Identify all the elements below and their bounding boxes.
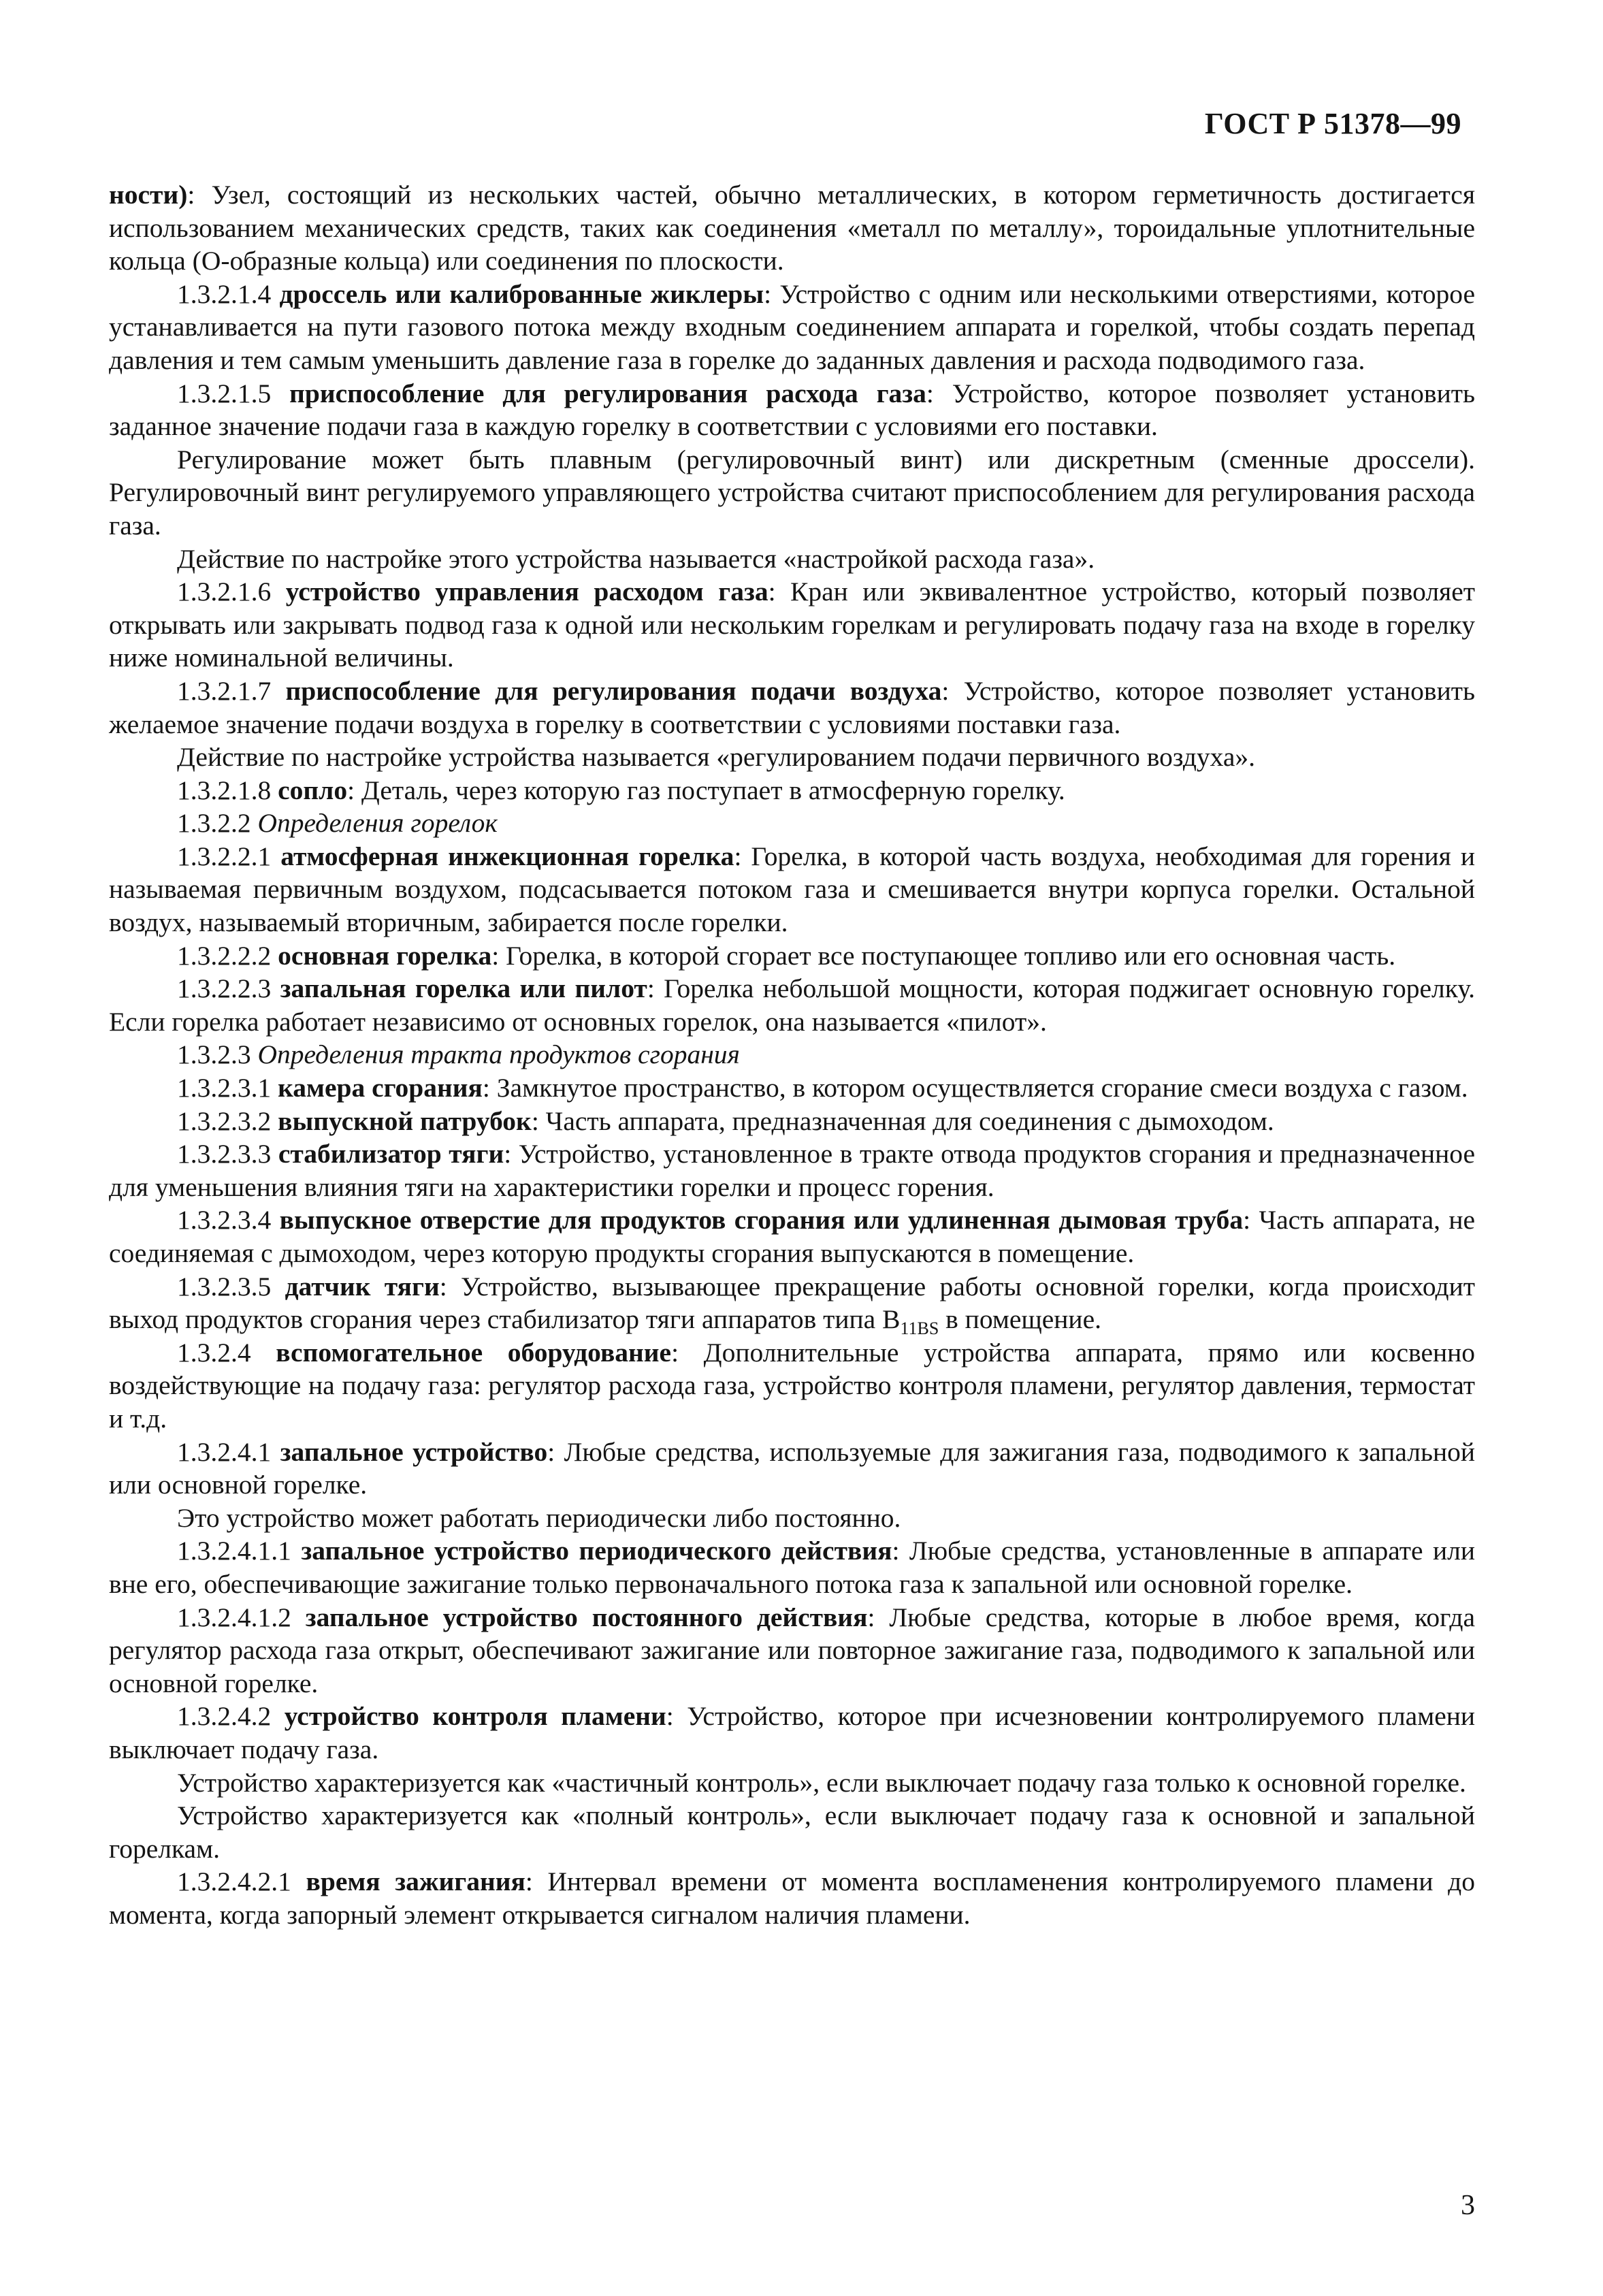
definition-paragraph [109, 1105, 1475, 1138]
term: выпускной патрубок [278, 1105, 532, 1136]
term: вспомогательное оборудование [276, 1337, 672, 1368]
page-number: 3 [1461, 2190, 1475, 2221]
definition-paragraph [109, 278, 1475, 377]
clause-number: 1.3.2.3.2 [177, 1105, 272, 1136]
clause-number: 1.3.2.4 [177, 1337, 251, 1368]
clause-number: 1.3.2.1.5 [177, 378, 272, 408]
definition-paragraph [109, 1203, 1475, 1270]
clause-number: 1.3.2.4.1 [177, 1436, 272, 1467]
term: выпускное отверстие для продуктов сгорания или удлиненная дымовая труба [279, 1205, 1244, 1235]
clause-number: 1.3.2.2.2 [177, 940, 272, 971]
definition-paragraph [109, 575, 1475, 675]
clause-number: 1.3.2.4.1.1 [177, 1536, 291, 1566]
note-paragraph [109, 1502, 1475, 1535]
paragraph-text: Действие по настройке устройства называется «регулированием подачи первичного воздуха». [177, 742, 1256, 773]
term: запальное устройство [280, 1436, 548, 1467]
definition-paragraph [109, 972, 1475, 1038]
definition-text: : Замкнутое пространство, в котором осуществляется сгорание смеси воздуха с газом. [482, 1073, 1468, 1103]
term: сопло [278, 775, 348, 805]
note-paragraph [109, 1766, 1475, 1800]
term: камера сгорания [278, 1073, 483, 1103]
paragraph-text: Это устройство может работать периодически либо постоянно. [177, 1502, 901, 1533]
clause-number: 1.3.2.1.6 [177, 577, 272, 607]
definition-text: : Горелка небольшой мощности, которая поджигает основную горелку. Если горелка работает независимо от основных горелок, она называется «пилот». [109, 973, 1476, 1037]
note-paragraph [109, 443, 1475, 543]
term: устройство контроля пламени [284, 1701, 666, 1732]
definition-text: : Горелка, в которой часть воздуха, необходимая для горения и называемая первичным воздухом, подсасывается потоком газа и смешивается внутри корпуса горелки. Остальной воздух, называемый вторичным, забирается после горелки. [109, 841, 1475, 938]
clause-number: 1.3.2.3 [177, 1039, 251, 1070]
term: ности) [109, 180, 188, 210]
definition-paragraph [109, 840, 1475, 939]
paragraph-text: Устройство характеризуется как «полный контроль», если выключает подачу газа к основной и запальной горелкам. [109, 1800, 1475, 1864]
definition-text: : Любые средства, установленные в аппарате или вне его, обеспечивающие зажигание только первоначального потока газа к запальной или основной горелке. [109, 1536, 1475, 1599]
clause-number: 1.3.2.3.3 [177, 1139, 272, 1169]
definition-text: : Часть аппарата, предназначенная для соединения с дымоходом. [531, 1105, 1274, 1136]
standard-code-header: ГОСТ Р 51378—99 [1204, 107, 1461, 140]
definition-text: : Любые средства, которые в любое время, когда регулятор расхода газа открыт, обеспечивают зажигание или повторное зажигание газа, подводимого к запальной или основной горелке. [109, 1602, 1475, 1698]
note-paragraph [109, 1799, 1475, 1865]
definition-text: : Узел, состоящий из нескольких частей, обычно металлических, в котором герметичность достигается использованием механических средств, таких как соединения «металл по металлу», тороидальные уплотнительные кольца (О-образные кольца) или соединения по плоскости. [109, 180, 1475, 276]
section-heading [109, 1038, 1475, 1071]
clause-number: 1.3.2.1.4 [177, 278, 272, 309]
definition-paragraph [109, 774, 1475, 807]
clause-number: 1.3.2.3.5 [177, 1271, 272, 1301]
definition-text: : Устройство, которое позволяет установить заданное значение подачи газа в каждую горелку в соответствии с условиями его поставки. [109, 378, 1475, 442]
clause-number: 1.3.2.4.2 [177, 1701, 272, 1732]
term: атмосферная инжекционная горелка [280, 841, 734, 871]
term: время зажигания [306, 1866, 525, 1897]
clause-number: 1.3.2.4.1.2 [177, 1602, 291, 1632]
clause-number: 1.3.2.1.8 [177, 775, 272, 805]
definition-text: : Интервал времени от момента воспламенения контролируемого пламени до момента, когда запорный элемент открывается сигналом наличия пламени. [109, 1866, 1475, 1930]
definition-paragraph [109, 1336, 1475, 1436]
definition-text: : Кран или эквивалентное устройство, который позволяет открывать или закрывать подвод газа к одной или нескольким горелкам и регулировать подачу газа на входе в горелку ниже номинальной величины. [109, 577, 1475, 673]
section-heading [109, 807, 1475, 840]
term: датчик тяги [285, 1271, 440, 1301]
definition-text-end: в помещение. [939, 1304, 1101, 1335]
definition-text: : Устройство, которое при исчезновении контролируемого пламени выключает подачу газа. [109, 1701, 1476, 1764]
definition-paragraph [109, 1601, 1475, 1700]
clause-number: 1.3.2.2.1 [177, 841, 272, 871]
clause-number: 1.3.2.2.3 [177, 973, 272, 1004]
definition-paragraph [109, 1865, 1475, 1931]
term: запальное устройство периодического действия [301, 1536, 892, 1566]
term: основная горелка [278, 940, 492, 971]
body-text [109, 178, 1475, 1931]
definition-paragraph [109, 1534, 1475, 1600]
clause-number: 1.3.2.1.7 [177, 675, 272, 706]
section-title: Определения тракта продуктов сгорания [257, 1039, 740, 1070]
clause-number: 1.3.2.3.4 [177, 1205, 272, 1235]
clause-number: 1.3.2.3.1 [177, 1073, 272, 1103]
definition-text: : Дополнительные устройства аппарата, прямо или косвенно воздействующие на подачу газа: регулятор расхода газа, устройство контроля пламени, регулятор давления, термостат и т.д. [109, 1337, 1476, 1434]
note-paragraph [109, 543, 1475, 576]
term: запальная горелка или пилот [280, 973, 647, 1004]
definition-text: : Устройство с одним или несколькими отверстиями, которое устанавливается на пути газового потока между входным соединением аппарата и горелкой, чтобы создать перепад давления и тем самым уменьшить давление газа в горелке до заданных давления и расхода подводимого газа. [109, 278, 1475, 375]
definition-text: : Устройство, которое позволяет установить желаемое значение подачи воздуха в горелку в соответствии с условиями поставки газа. [109, 675, 1475, 739]
section-title: Определения горелок [257, 808, 498, 839]
definition-paragraph [109, 1137, 1475, 1203]
clause-number: 1.3.2.2 [177, 808, 251, 839]
definition-paragraph [109, 1270, 1475, 1339]
term: приспособление для регулирования подачи воздуха [285, 675, 942, 706]
paragraph-text: Регулирование может быть плавным (регулировочный винт) или дискретным (сменные дроссели). Регулировочный винт регулируемого управляющего устройства считают приспособлением для регулирования расхода газа. [109, 444, 1475, 540]
definition-text: : Устройство, установленное в тракте отвода продуктов сгорания и предназначенное для уменьшения влияния тяги на характеристики горелки и процесс горения. [109, 1139, 1476, 1202]
paragraph-text: Устройство характеризуется как «частичный контроль», если выключает подачу газа только к основной горелке. [177, 1767, 1466, 1798]
term: запальное устройство постоянного действия [305, 1602, 868, 1632]
definition-paragraph [109, 675, 1475, 741]
definition-paragraph [109, 939, 1475, 973]
note-paragraph [109, 741, 1475, 774]
definition-text: : Любые средства, используемые для зажигания газа, подводимого к запальной или основной горелке. [109, 1436, 1475, 1500]
definition-text: : Деталь, через которую газ поступает в атмосферную горелку. [347, 775, 1065, 805]
definition-text: : Часть аппарата, не соединяемая с дымоходом, через которую продукты сгорания выпускаются в помещение. [109, 1205, 1476, 1268]
definition-text: : Устройство, вызывающее прекращение работы основной горелки, когда происходит выход продуктов сгорания через стабилизатор тяги аппаратов типа B [109, 1271, 1475, 1335]
clause-number: 1.3.2.4.2.1 [177, 1866, 291, 1897]
term: дроссель или калиброванные жиклеры [279, 278, 764, 309]
definition-paragraph [109, 1436, 1475, 1502]
term: стабилизатор тяги [278, 1139, 504, 1169]
definition-paragraph [109, 1071, 1475, 1105]
appliance-type-subscript: 11BS [900, 1319, 939, 1339]
paragraph-text: Действие по настройке этого устройства называется «настройкой расхода газа». [177, 543, 1095, 574]
definition-text: : Горелка, в которой сгорает все поступающее топливо или его основная часть. [491, 940, 1396, 971]
term: устройство управления расходом газа [285, 577, 768, 607]
definition-paragraph [109, 377, 1475, 443]
paragraph-continuation [109, 178, 1475, 278]
definition-paragraph [109, 1700, 1475, 1766]
term: приспособление для регулирования расхода газа [289, 378, 926, 408]
